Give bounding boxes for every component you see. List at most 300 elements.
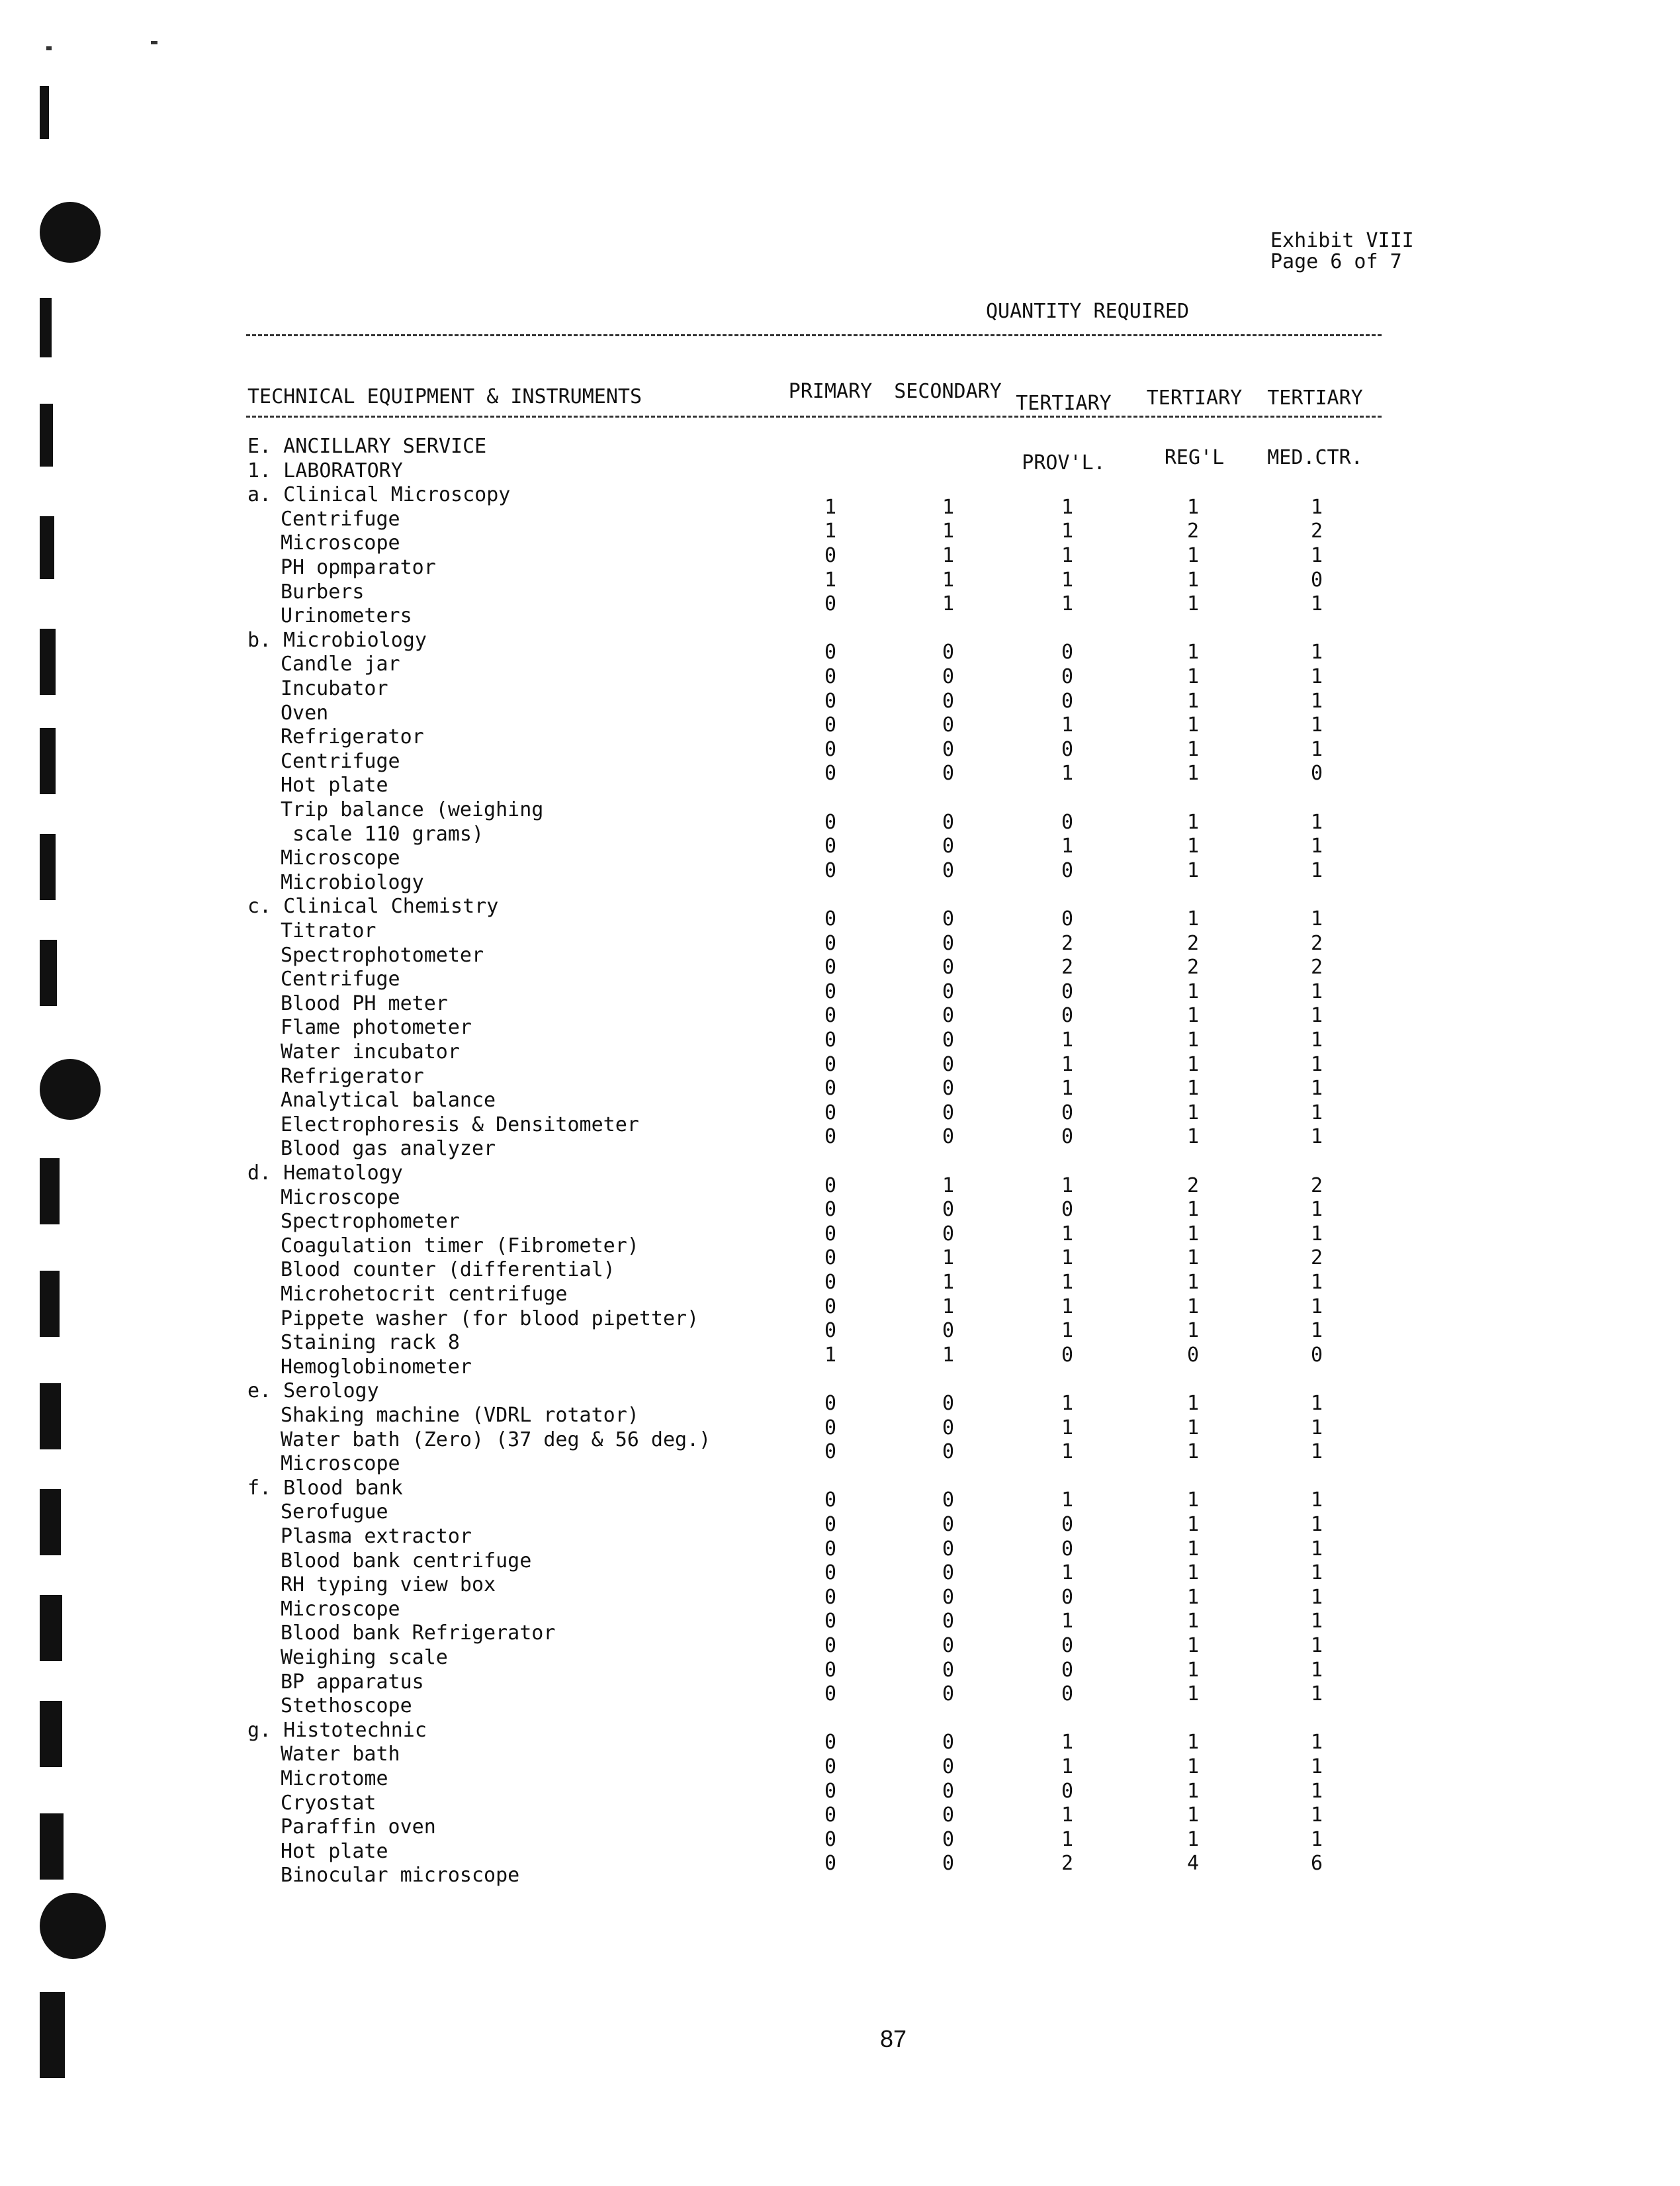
qty-tertiary-reg: 2 bbox=[1186, 1173, 1200, 1197]
qty-tertiary-prov: 1 bbox=[1061, 1755, 1074, 1778]
qty-tertiary-prov: 1 bbox=[1061, 1731, 1074, 1754]
qty-tertiary-med: 1 bbox=[1310, 1028, 1323, 1052]
qty-tertiary-reg: 1 bbox=[1186, 1658, 1200, 1682]
qty-primary: 0 bbox=[824, 1585, 837, 1609]
qty-tertiary-prov: 0 bbox=[1061, 1343, 1074, 1367]
col-header-equipment: TECHNICAL EQUIPMENT & INSTRUMENTS bbox=[247, 385, 642, 408]
qty-tertiary-reg: 1 bbox=[1186, 592, 1200, 616]
equipment-label: Microscope bbox=[281, 846, 400, 870]
qty-primary: 1 bbox=[824, 568, 837, 592]
equipment-label: Candle jar bbox=[281, 653, 400, 676]
qty-tertiary-reg: 1 bbox=[1186, 1440, 1200, 1464]
qty-tertiary-med: 1 bbox=[1310, 1682, 1323, 1706]
equipment-label: Microscope bbox=[281, 531, 400, 555]
qty-tertiary-med: 2 bbox=[1310, 1173, 1323, 1197]
qty-tertiary-med: 1 bbox=[1310, 1634, 1323, 1657]
qty-tertiary-reg: 1 bbox=[1186, 1271, 1200, 1294]
equipment-label: Water bath bbox=[281, 1743, 400, 1766]
qty-secondary: 0 bbox=[942, 713, 955, 737]
equipment-label: Titrator bbox=[281, 919, 376, 942]
col-header-tertiary-med-line1: TERTIARY bbox=[1267, 387, 1363, 410]
qty-tertiary-reg: 1 bbox=[1186, 1028, 1200, 1052]
section-heading: d. Hematology bbox=[247, 1161, 403, 1185]
equipment-label: Refrigerator bbox=[281, 1064, 424, 1088]
qty-tertiary-prov: 1 bbox=[1061, 1561, 1074, 1585]
qty-secondary: 1 bbox=[942, 495, 955, 519]
equipment-label: BP apparatus bbox=[281, 1670, 424, 1694]
col-header-secondary: SECONDARY bbox=[894, 380, 1002, 403]
qty-tertiary-prov: 1 bbox=[1061, 1295, 1074, 1318]
section-heading: c. Clinical Chemistry bbox=[247, 895, 499, 919]
qty-tertiary-reg: 1 bbox=[1186, 1755, 1200, 1778]
qty-tertiary-reg: 1 bbox=[1186, 1004, 1200, 1028]
equipment-label: Microscope bbox=[281, 1185, 400, 1209]
qty-tertiary-med: 1 bbox=[1310, 1392, 1323, 1415]
qty-tertiary-med: 1 bbox=[1310, 810, 1323, 834]
qty-primary: 0 bbox=[824, 1658, 837, 1682]
qty-tertiary-med: 1 bbox=[1310, 689, 1323, 713]
equipment-label: Hot plate bbox=[281, 1839, 388, 1863]
qty-tertiary-reg: 1 bbox=[1186, 1731, 1200, 1754]
qty-tertiary-med: 1 bbox=[1310, 1658, 1323, 1682]
qty-secondary: 0 bbox=[942, 1513, 955, 1536]
qty-tertiary-prov: 0 bbox=[1061, 641, 1074, 664]
qty-secondary: 0 bbox=[942, 1658, 955, 1682]
qty-tertiary-med: 1 bbox=[1310, 713, 1323, 737]
qty-primary: 0 bbox=[824, 1052, 837, 1076]
qty-primary: 0 bbox=[824, 665, 837, 688]
binder-mark bbox=[40, 1595, 62, 1661]
qty-secondary: 0 bbox=[942, 1803, 955, 1827]
qty-primary: 1 bbox=[824, 1343, 837, 1367]
binder-hole bbox=[40, 1059, 101, 1120]
qty-tertiary-reg: 1 bbox=[1186, 713, 1200, 737]
qty-secondary: 0 bbox=[942, 1682, 955, 1706]
qty-tertiary-reg: 1 bbox=[1186, 1125, 1200, 1149]
qty-secondary: 0 bbox=[942, 1779, 955, 1803]
section-heading: g. Histotechnic bbox=[247, 1718, 427, 1742]
qty-tertiary-prov: 2 bbox=[1061, 931, 1074, 955]
qty-tertiary-med: 1 bbox=[1310, 1004, 1323, 1028]
equipment-label: Serofugue bbox=[281, 1500, 388, 1524]
qty-secondary: 1 bbox=[942, 520, 955, 543]
binder-mark bbox=[40, 404, 53, 467]
equipment-label: Staining rack 8 bbox=[281, 1331, 460, 1355]
qty-primary: 0 bbox=[824, 1077, 837, 1101]
qty-secondary: 0 bbox=[942, 1440, 955, 1464]
qty-tertiary-prov: 1 bbox=[1061, 1271, 1074, 1294]
qty-tertiary-prov: 1 bbox=[1061, 1077, 1074, 1101]
qty-secondary: 0 bbox=[942, 1827, 955, 1851]
qty-primary: 0 bbox=[824, 835, 837, 858]
qty-secondary: 0 bbox=[942, 1004, 955, 1028]
qty-tertiary-prov: 0 bbox=[1061, 1513, 1074, 1536]
qty-primary: 1 bbox=[824, 495, 837, 519]
qty-tertiary-prov: 1 bbox=[1061, 1246, 1074, 1270]
qty-primary: 0 bbox=[824, 1731, 837, 1754]
scan-speck bbox=[151, 41, 157, 44]
qty-tertiary-reg: 1 bbox=[1186, 858, 1200, 882]
qty-primary: 0 bbox=[824, 858, 837, 882]
equipment-label: Blood PH meter bbox=[281, 991, 448, 1015]
qty-tertiary-med: 1 bbox=[1310, 907, 1323, 931]
qty-tertiary-med: 2 bbox=[1310, 520, 1323, 543]
section-heading: b. Microbiology bbox=[247, 628, 427, 652]
qty-primary: 0 bbox=[824, 1319, 837, 1343]
section-heading: a. Clinical Microscopy bbox=[247, 483, 511, 507]
qty-primary: 0 bbox=[824, 1028, 837, 1052]
qty-tertiary-prov: 1 bbox=[1061, 835, 1074, 858]
qty-tertiary-prov: 0 bbox=[1061, 1682, 1074, 1706]
binder-mark bbox=[40, 629, 56, 695]
col-header-tertiary-prov bbox=[1009, 354, 1118, 493]
qty-secondary: 0 bbox=[942, 956, 955, 979]
equipment-label: Centrifuge bbox=[281, 968, 400, 991]
equipment-label: Cryostat bbox=[281, 1791, 376, 1815]
qty-secondary: 0 bbox=[942, 1319, 955, 1343]
qty-tertiary-med: 1 bbox=[1310, 1537, 1323, 1561]
qty-tertiary-med: 1 bbox=[1310, 1755, 1323, 1778]
qty-tertiary-med: 1 bbox=[1310, 495, 1323, 519]
qty-tertiary-med: 1 bbox=[1310, 1561, 1323, 1585]
qty-tertiary-reg: 1 bbox=[1186, 1634, 1200, 1657]
qty-tertiary-reg: 1 bbox=[1186, 641, 1200, 664]
col-header-primary: PRIMARY bbox=[788, 380, 873, 403]
qty-tertiary-reg: 1 bbox=[1186, 1416, 1200, 1439]
qty-tertiary-prov: 0 bbox=[1061, 979, 1074, 1003]
qty-tertiary-med: 1 bbox=[1310, 1271, 1323, 1294]
equipment-label: scale 110 grams) bbox=[281, 822, 484, 846]
qty-primary: 0 bbox=[824, 1610, 837, 1633]
qty-tertiary-med: 1 bbox=[1310, 1731, 1323, 1754]
qty-tertiary-med: 1 bbox=[1310, 1585, 1323, 1609]
qty-tertiary-med: 1 bbox=[1310, 1052, 1323, 1076]
qty-secondary: 1 bbox=[942, 1295, 955, 1318]
qty-tertiary-reg: 1 bbox=[1186, 1585, 1200, 1609]
qty-secondary: 0 bbox=[942, 641, 955, 664]
qty-primary: 0 bbox=[824, 1779, 837, 1803]
qty-tertiary-prov: 0 bbox=[1061, 1004, 1074, 1028]
page-number: 87 bbox=[880, 2025, 907, 2052]
qty-tertiary-prov: 1 bbox=[1061, 1028, 1074, 1052]
qty-tertiary-prov: 1 bbox=[1061, 713, 1074, 737]
qty-tertiary-reg: 1 bbox=[1186, 835, 1200, 858]
qty-tertiary-reg: 1 bbox=[1186, 1803, 1200, 1827]
qty-tertiary-med: 0 bbox=[1310, 762, 1323, 786]
col-header-tertiary-prov-line1: TERTIARY bbox=[1016, 392, 1112, 415]
equipment-label: Pippete washer (for blood pipetter) bbox=[281, 1306, 699, 1330]
binder-mark bbox=[40, 1271, 60, 1337]
qty-tertiary-prov: 1 bbox=[1061, 1827, 1074, 1851]
qty-tertiary-med: 1 bbox=[1310, 592, 1323, 616]
qty-primary: 0 bbox=[824, 689, 837, 713]
binder-mark bbox=[40, 1489, 61, 1555]
qty-tertiary-med: 2 bbox=[1310, 931, 1323, 955]
qty-primary: 0 bbox=[824, 1246, 837, 1270]
qty-primary: 0 bbox=[824, 1222, 837, 1246]
qty-tertiary-med: 1 bbox=[1310, 1440, 1323, 1464]
qty-tertiary-prov: 0 bbox=[1061, 1537, 1074, 1561]
qty-secondary: 0 bbox=[942, 737, 955, 761]
qty-tertiary-med: 1 bbox=[1310, 1198, 1323, 1222]
exhibit-label bbox=[1270, 230, 1414, 273]
quantity-required-heading: QUANTITY REQUIRED bbox=[986, 300, 1190, 323]
qty-tertiary-prov: 1 bbox=[1061, 762, 1074, 786]
qty-tertiary-reg: 1 bbox=[1186, 1246, 1200, 1270]
binder-hole bbox=[40, 202, 101, 263]
qty-secondary: 1 bbox=[942, 568, 955, 592]
equipment-label: Hemoglobinometer bbox=[281, 1355, 472, 1379]
qty-primary: 0 bbox=[824, 1827, 837, 1851]
equipment-label: Weighing scale bbox=[281, 1646, 448, 1669]
qty-secondary: 0 bbox=[942, 1125, 955, 1149]
qty-primary: 0 bbox=[824, 1392, 837, 1415]
qty-primary: 0 bbox=[824, 641, 837, 664]
qty-primary: 0 bbox=[824, 1271, 837, 1294]
qty-primary: 0 bbox=[824, 1004, 837, 1028]
qty-tertiary-reg: 1 bbox=[1186, 1077, 1200, 1101]
qty-secondary: 0 bbox=[942, 835, 955, 858]
qty-primary: 0 bbox=[824, 810, 837, 834]
qty-tertiary-reg: 0 bbox=[1186, 1343, 1200, 1367]
qty-secondary: 0 bbox=[942, 1077, 955, 1101]
qty-primary: 0 bbox=[824, 737, 837, 761]
qty-tertiary-prov: 0 bbox=[1061, 1125, 1074, 1149]
top-rule bbox=[246, 334, 1382, 336]
binder-mark bbox=[40, 1383, 61, 1449]
qty-secondary: 0 bbox=[942, 1392, 955, 1415]
equipment-label: Incubator bbox=[281, 677, 388, 700]
qty-tertiary-prov: 0 bbox=[1061, 858, 1074, 882]
col-header-tertiary-prov-line2: PROV'L. bbox=[1022, 451, 1106, 475]
binder-mark bbox=[40, 834, 56, 900]
qty-primary: 0 bbox=[824, 1295, 837, 1318]
qty-tertiary-reg: 1 bbox=[1186, 665, 1200, 688]
qty-tertiary-med: 1 bbox=[1310, 665, 1323, 688]
qty-secondary: 1 bbox=[942, 1343, 955, 1367]
equipment-label: Microscope bbox=[281, 1452, 400, 1476]
qty-tertiary-reg: 2 bbox=[1186, 931, 1200, 955]
qty-primary: 0 bbox=[824, 1101, 837, 1124]
qty-tertiary-med: 1 bbox=[1310, 1488, 1323, 1512]
qty-secondary: 0 bbox=[942, 979, 955, 1003]
binder-mark bbox=[40, 1701, 62, 1767]
equipment-label: Urinometers bbox=[281, 604, 412, 628]
qty-tertiary-reg: 2 bbox=[1186, 956, 1200, 979]
qty-secondary: 0 bbox=[942, 1488, 955, 1512]
qty-tertiary-prov: 1 bbox=[1061, 1488, 1074, 1512]
qty-primary: 0 bbox=[824, 1125, 837, 1149]
qty-tertiary-reg: 1 bbox=[1186, 1779, 1200, 1803]
qty-tertiary-reg: 1 bbox=[1186, 1295, 1200, 1318]
qty-secondary: 0 bbox=[942, 1101, 955, 1124]
binder-mark bbox=[40, 516, 54, 579]
qty-primary: 1 bbox=[824, 520, 837, 543]
qty-tertiary-reg: 1 bbox=[1186, 1222, 1200, 1246]
qty-primary: 0 bbox=[824, 979, 837, 1003]
qty-tertiary-med: 1 bbox=[1310, 1101, 1323, 1124]
qty-primary: 0 bbox=[824, 1852, 837, 1876]
qty-tertiary-med: 6 bbox=[1310, 1852, 1323, 1876]
qty-primary: 0 bbox=[824, 713, 837, 737]
qty-secondary: 0 bbox=[942, 907, 955, 931]
qty-tertiary-prov: 0 bbox=[1061, 1101, 1074, 1124]
qty-tertiary-prov: 0 bbox=[1061, 665, 1074, 688]
qty-tertiary-med: 1 bbox=[1310, 1610, 1323, 1633]
qty-secondary: 0 bbox=[942, 1585, 955, 1609]
qty-secondary: 0 bbox=[942, 689, 955, 713]
qty-tertiary-reg: 1 bbox=[1186, 1513, 1200, 1536]
equipment-label: Paraffin oven bbox=[281, 1815, 436, 1839]
equipment-label: Microscope bbox=[281, 1597, 400, 1621]
qty-tertiary-prov: 1 bbox=[1061, 1440, 1074, 1464]
qty-primary: 0 bbox=[824, 1416, 837, 1439]
qty-tertiary-med: 1 bbox=[1310, 835, 1323, 858]
qty-primary: 0 bbox=[824, 592, 837, 616]
equipment-label: Microbiology bbox=[281, 870, 424, 894]
qty-tertiary-med: 1 bbox=[1310, 1416, 1323, 1439]
qty-tertiary-prov: 1 bbox=[1061, 1319, 1074, 1343]
qty-tertiary-reg: 1 bbox=[1186, 762, 1200, 786]
qty-tertiary-prov: 1 bbox=[1061, 1803, 1074, 1827]
equipment-label: Binocular microscope bbox=[281, 1864, 520, 1888]
page-of: Page 6 of 7 bbox=[1270, 250, 1402, 273]
equipment-label: Refrigerator bbox=[281, 725, 424, 749]
qty-tertiary-med: 1 bbox=[1310, 1125, 1323, 1149]
qty-tertiary-reg: 1 bbox=[1186, 737, 1200, 761]
binder-mark bbox=[40, 1992, 65, 2078]
col-header-tertiary-med-line2: MED.CTR. bbox=[1267, 446, 1363, 469]
equipment-label: Water incubator bbox=[281, 1040, 460, 1064]
qty-tertiary-prov: 1 bbox=[1061, 1052, 1074, 1076]
qty-tertiary-reg: 1 bbox=[1186, 1537, 1200, 1561]
qty-tertiary-reg: 1 bbox=[1186, 1827, 1200, 1851]
qty-tertiary-med: 1 bbox=[1310, 737, 1323, 761]
qty-tertiary-prov: 1 bbox=[1061, 568, 1074, 592]
binder-mark bbox=[40, 940, 57, 1006]
qty-tertiary-prov: 1 bbox=[1061, 1222, 1074, 1246]
qty-tertiary-reg: 1 bbox=[1186, 907, 1200, 931]
binder-hole bbox=[40, 1893, 106, 1959]
section-heading: f. Blood bank bbox=[247, 1476, 403, 1500]
qty-tertiary-prov: 1 bbox=[1061, 1610, 1074, 1633]
qty-tertiary-prov: 1 bbox=[1061, 1416, 1074, 1439]
qty-tertiary-med: 1 bbox=[1310, 1513, 1323, 1536]
qty-tertiary-prov: 1 bbox=[1061, 544, 1074, 567]
qty-tertiary-reg: 1 bbox=[1186, 568, 1200, 592]
equipment-label: Hot plate bbox=[281, 774, 388, 797]
qty-tertiary-reg: 2 bbox=[1186, 520, 1200, 543]
qty-tertiary-prov: 1 bbox=[1061, 1392, 1074, 1415]
qty-tertiary-med: 1 bbox=[1310, 1779, 1323, 1803]
qty-tertiary-med: 1 bbox=[1310, 641, 1323, 664]
qty-secondary: 1 bbox=[942, 1271, 955, 1294]
equipment-label: Blood bank Refrigerator bbox=[281, 1621, 556, 1645]
qty-tertiary-prov: 0 bbox=[1061, 1779, 1074, 1803]
section-heading: E. ANCILLARY SERVICE bbox=[247, 435, 487, 458]
qty-secondary: 0 bbox=[942, 1028, 955, 1052]
equipment-label: Spectrophotometer bbox=[281, 943, 484, 967]
qty-tertiary-prov: 0 bbox=[1061, 1198, 1074, 1222]
qty-primary: 0 bbox=[824, 1513, 837, 1536]
qty-tertiary-prov: 1 bbox=[1061, 1173, 1074, 1197]
col-header-tertiary-reg bbox=[1138, 349, 1251, 488]
qty-tertiary-reg: 1 bbox=[1186, 979, 1200, 1003]
qty-tertiary-reg: 1 bbox=[1186, 1392, 1200, 1415]
qty-tertiary-prov: 0 bbox=[1061, 1585, 1074, 1609]
qty-secondary: 0 bbox=[942, 1634, 955, 1657]
qty-tertiary-med: 0 bbox=[1310, 568, 1323, 592]
qty-tertiary-reg: 1 bbox=[1186, 1319, 1200, 1343]
col-header-tertiary-reg-line1: TERTIARY bbox=[1146, 387, 1243, 410]
qty-secondary: 0 bbox=[942, 1537, 955, 1561]
qty-secondary: 0 bbox=[942, 1416, 955, 1439]
qty-primary: 0 bbox=[824, 1803, 837, 1827]
qty-tertiary-reg: 1 bbox=[1186, 1052, 1200, 1076]
qty-tertiary-reg: 1 bbox=[1186, 1682, 1200, 1706]
qty-tertiary-med: 1 bbox=[1310, 979, 1323, 1003]
qty-primary: 0 bbox=[824, 1755, 837, 1778]
equipment-label: Burbers bbox=[281, 580, 365, 604]
qty-tertiary-med: 1 bbox=[1310, 858, 1323, 882]
qty-primary: 0 bbox=[824, 1440, 837, 1464]
qty-tertiary-prov: 1 bbox=[1061, 520, 1074, 543]
qty-tertiary-med: 1 bbox=[1310, 544, 1323, 567]
qty-tertiary-prov: 1 bbox=[1061, 592, 1074, 616]
equipment-label: Blood bank centrifuge bbox=[281, 1549, 532, 1572]
qty-secondary: 0 bbox=[942, 1222, 955, 1246]
qty-secondary: 0 bbox=[942, 810, 955, 834]
equipment-label: Microtome bbox=[281, 1767, 388, 1790]
qty-tertiary-reg: 1 bbox=[1186, 689, 1200, 713]
qty-tertiary-prov: 2 bbox=[1061, 956, 1074, 979]
equipment-label: Coagulation timer (Fibrometer) bbox=[281, 1234, 639, 1257]
qty-tertiary-prov: 0 bbox=[1061, 689, 1074, 713]
qty-secondary: 1 bbox=[942, 1173, 955, 1197]
col-header-tertiary-med bbox=[1260, 349, 1370, 488]
qty-tertiary-med: 1 bbox=[1310, 1827, 1323, 1851]
equipment-label: RH typing view box bbox=[281, 1573, 496, 1597]
qty-secondary: 0 bbox=[942, 1610, 955, 1633]
equipment-label: Analytical balance bbox=[281, 1089, 496, 1113]
qty-primary: 0 bbox=[824, 931, 837, 955]
qty-secondary: 0 bbox=[942, 1561, 955, 1585]
qty-tertiary-reg: 1 bbox=[1186, 1610, 1200, 1633]
binder-mark bbox=[40, 1158, 60, 1224]
qty-primary: 0 bbox=[824, 1488, 837, 1512]
qty-tertiary-med: 2 bbox=[1310, 956, 1323, 979]
qty-secondary: 0 bbox=[942, 1731, 955, 1754]
binder-mark bbox=[40, 298, 52, 357]
qty-tertiary-reg: 1 bbox=[1186, 810, 1200, 834]
qty-secondary: 0 bbox=[942, 1755, 955, 1778]
section-heading: e. Serology bbox=[247, 1379, 379, 1403]
qty-primary: 0 bbox=[824, 907, 837, 931]
equipment-label: Spectrophometer bbox=[281, 1210, 460, 1234]
qty-primary: 0 bbox=[824, 956, 837, 979]
qty-secondary: 1 bbox=[942, 1246, 955, 1270]
qty-primary: 0 bbox=[824, 1682, 837, 1706]
qty-tertiary-reg: 1 bbox=[1186, 544, 1200, 567]
equipment-label: Centrifuge bbox=[281, 749, 400, 773]
qty-secondary: 0 bbox=[942, 1852, 955, 1876]
qty-tertiary-prov: 0 bbox=[1061, 1634, 1074, 1657]
qty-tertiary-prov: 1 bbox=[1061, 495, 1074, 519]
qty-primary: 0 bbox=[824, 1173, 837, 1197]
qty-tertiary-reg: 1 bbox=[1186, 1101, 1200, 1124]
qty-tertiary-prov: 0 bbox=[1061, 907, 1074, 931]
qty-primary: 0 bbox=[824, 1537, 837, 1561]
